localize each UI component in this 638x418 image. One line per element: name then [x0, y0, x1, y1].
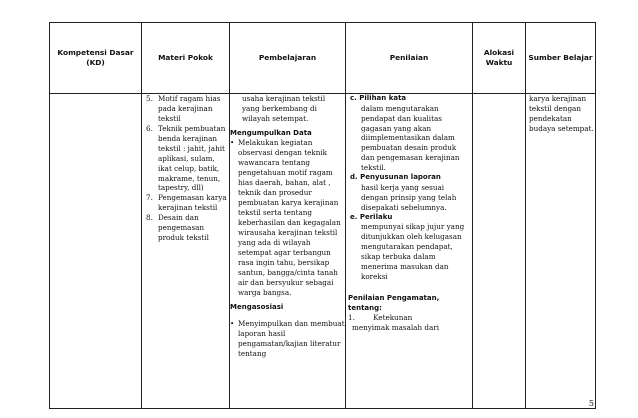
cell-penilaian [346, 94, 473, 409]
cell-sumber [526, 94, 596, 409]
header-penilaian: Penilaian [346, 23, 473, 94]
penilaian-item-1: 1. Ketekunan [348, 313, 413, 323]
bullet-icon: • [230, 138, 235, 148]
bullet-icon: • [230, 319, 235, 329]
heading-mengumpulkan-data: Mengumpulkan Data [230, 128, 312, 137]
header-sumber: Sumber Belajar [526, 23, 596, 94]
penilaian-e [346, 213, 472, 282]
penilaian-e-text: mempunyai sikap jujur yang ditunjukkan oleh kelugasan mengutarakan pendapat, sikap terbuka dalam menerima masukan dan koreksi [361, 222, 465, 282]
cell-alokasi [473, 94, 526, 409]
syllabus-table [49, 22, 596, 409]
header-materi: Materi Pokok [142, 23, 230, 94]
penilaian-c [346, 94, 472, 173]
cell-kd [50, 94, 142, 409]
materi-text: Teknik pembuatan benda kerajinan tekstil : jahit, jahit aplikasi, sulam, ikat celup, batik, makrame, tenun, tapestry, dll) [158, 123, 226, 193]
materi-number: 5. [146, 94, 153, 103]
header-kd: Kompetensi Dasar (KD) [50, 23, 142, 94]
header-alokasi: Alokasi Waktu [473, 23, 526, 94]
penilaian-c-label: c. Pilihan kata [350, 94, 407, 102]
materi-number: 7. [146, 193, 153, 203]
content-row [50, 94, 596, 409]
sumber-text: karya kerajinan tekstil dengan pendekatan budaya setempat. [529, 94, 594, 133]
bullet-text: Menyimpulkan dan membuat laporan hasil pengamatan/kajian literatur tentang [238, 319, 345, 358]
bullet-item [230, 319, 345, 359]
penilaian-c-text: dalam mengutarakan pendapat dan kualitas gagasan yang akan diimplementasikan dalam pembuatan desain produk dan pengemasan kerajinan tekstil. [361, 103, 460, 173]
penilaian-d-label: d. Penyusunan laporan [350, 173, 441, 182]
materi-text: Desain dan pengemasan produk tekstil [158, 213, 209, 243]
penilaian-e-label: e. Perilaku [350, 212, 393, 221]
cell-pembelajaran [230, 94, 346, 409]
materi-item [144, 193, 229, 213]
pembelajaran-intro: usaha kerajinan tekstil yang berkembang di wilayah setempat. [242, 94, 326, 123]
materi-number: 6. [146, 123, 153, 133]
bullet-text: Melakukan kegiatan observasi dengan teknik wawancara tentang pengetahuan motif ragam hias daerah, bahan, alat , teknik dan prosedur pembuatan karya kerajinan tekstil serta tentang keberhasilan dan kegagalan wirausaha kerajinan tekstil yang ada di wilayah setempat agar terbangun rasa ingin tahu, bersikap santun, bangga/cinta tanah air dan bersyukur sebagai warga bangsa. [238, 138, 341, 297]
penilaian-pengamatan-heading: Penilaian Pengamatan, tentang: [348, 293, 440, 312]
materi-text: Pengemasan karya kerajinan tekstil [158, 193, 227, 213]
materi-item [144, 124, 229, 194]
heading-mengasosiasi: Mengasosiasi [230, 303, 284, 312]
materi-item [144, 213, 229, 243]
materi-list [142, 94, 229, 243]
page-number: 5 [588, 399, 594, 408]
cell-materi [142, 94, 230, 409]
penilaian-d-text: hasil kerja yang sesuai dengan prinsip yang telah disepakati sebelumnya. [361, 182, 457, 212]
materi-item [144, 94, 229, 124]
penilaian-item-1-cont: menyimak masalah dari [352, 323, 439, 333]
header-pembelajaran: Pembelajaran [230, 23, 346, 94]
materi-number: 8. [146, 213, 153, 223]
materi-text: Motif ragam hias pada kerajinan tekstil [158, 94, 221, 123]
bullet-item [230, 138, 345, 297]
penilaian-d [346, 173, 472, 212]
header-row [50, 23, 596, 94]
